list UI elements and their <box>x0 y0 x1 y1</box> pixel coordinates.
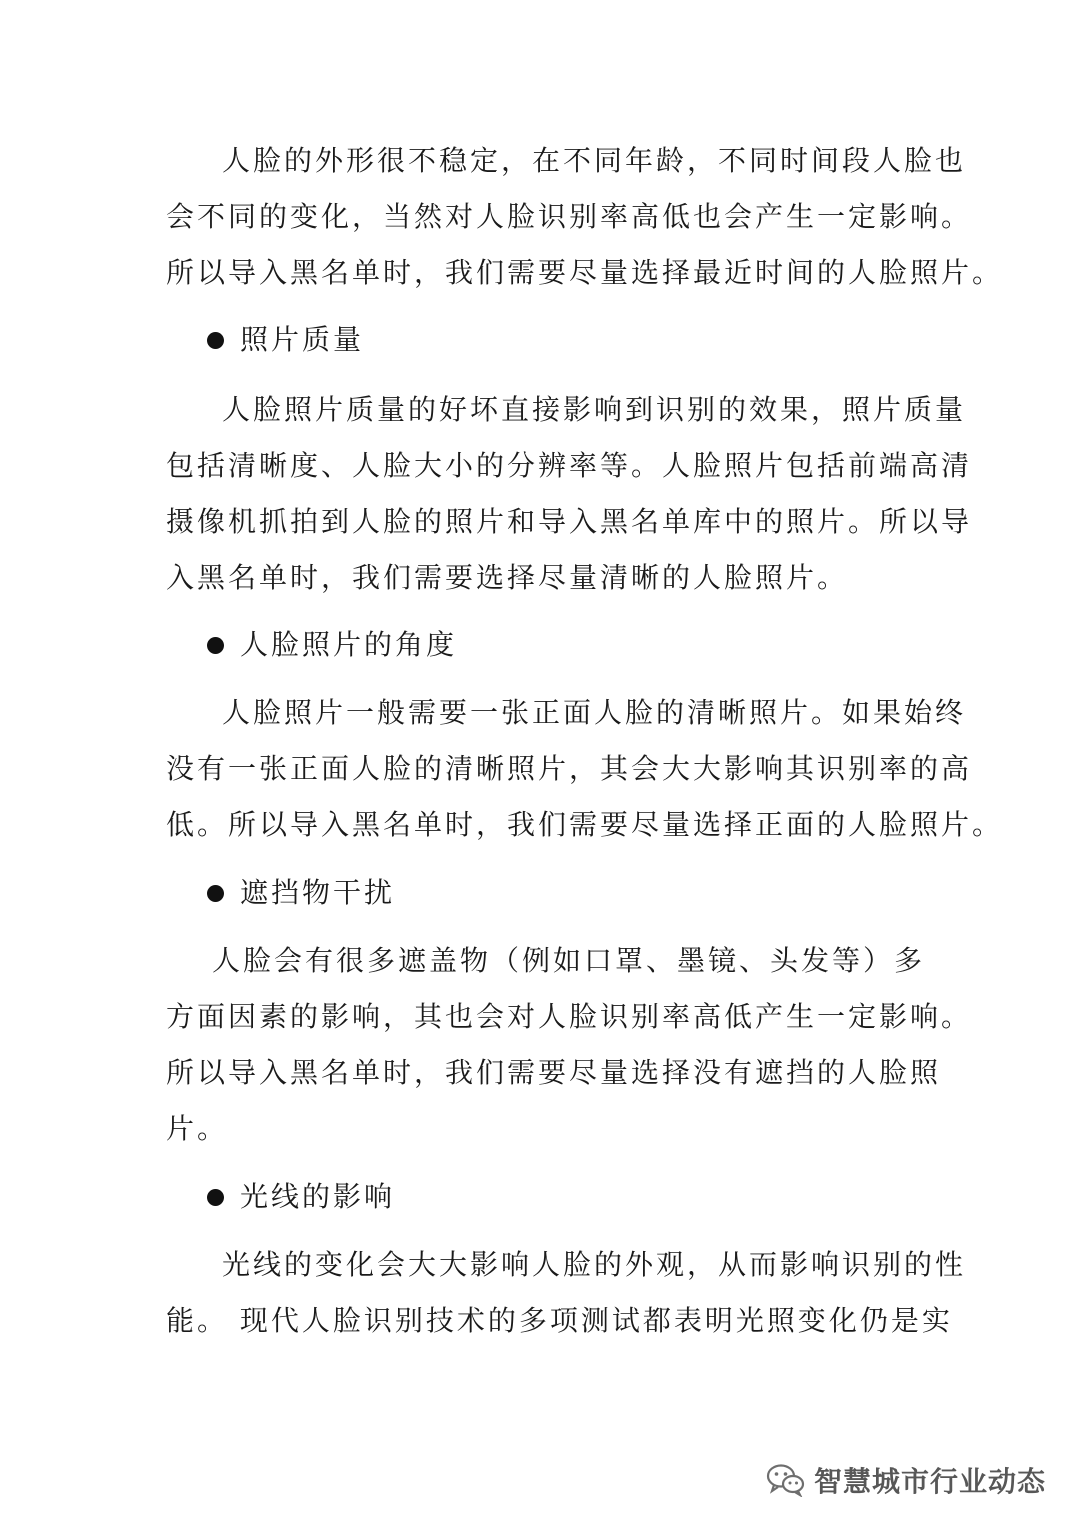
bullet-heading <box>207 1177 395 1217</box>
paragraph-line: 所以导入黑名单时，我们需要尽量选择没有遮挡的人脸照 <box>166 1056 942 1089</box>
bullet-dot-icon <box>207 332 224 349</box>
watermark-text: 智慧城市行业动态 <box>813 1465 1046 1498</box>
wechat-icon <box>766 1463 806 1497</box>
bullet-heading-text: 遮挡物干扰 <box>240 876 396 909</box>
bullet-dot-icon <box>207 885 224 902</box>
paragraph-line: 人脸会有很多遮盖物（例如口罩、墨镜、头发等）多 <box>212 944 926 977</box>
paragraph-line: 人脸照片质量的好坏直接影响到识别的效果，照片质量 <box>222 393 967 426</box>
paragraph-line: 能。 现代人脸识别技术的多项测试都表明光照变化仍是实 <box>166 1304 953 1337</box>
paragraph-line: 人脸照片一般需要一张正面人脸的清晰照片。如果始终 <box>222 696 967 729</box>
paragraph-line: 入黑名单时，我们需要选择尽量清晰的人脸照片。 <box>166 561 849 594</box>
watermark <box>766 1455 1046 1505</box>
paragraph-line: 低。所以导入黑名单时，我们需要尽量选择正面的人脸照片。 <box>166 808 1004 841</box>
bullet-heading-text: 人脸照片的角度 <box>240 628 458 661</box>
paragraph-line: 方面因素的影响，其也会对人脸识别率高低产生一定影响。 <box>166 1000 973 1033</box>
bullet-heading <box>207 320 364 360</box>
paragraph-line: 所以导入黑名单时，我们需要尽量选择最近时间的人脸照片。 <box>166 256 1004 289</box>
bullet-heading <box>207 873 395 913</box>
bullet-heading <box>207 625 457 665</box>
bullet-heading-text: 照片质量 <box>240 323 365 356</box>
paragraph-line: 人脸的外形很不稳定，在不同年龄，不同时间段人脸也 <box>222 144 967 177</box>
paragraph-line: 包括清晰度、人脸大小的分辨率等。人脸照片包括前端高清 <box>166 449 973 482</box>
bullet-dot-icon <box>207 1189 224 1206</box>
paragraph-line: 摄像机抓拍到人脸的照片和导入黑名单库中的照片。所以导 <box>166 505 973 538</box>
paragraph-line: 光线的变化会大大影响人脸的外观，从而影响识别的性 <box>222 1248 967 1281</box>
paragraph-line: 片。 <box>166 1112 229 1145</box>
bullet-dot-icon <box>207 637 224 654</box>
paragraph-line: 没有一张正面人脸的清晰照片，其会大大影响其识别率的高 <box>166 752 973 785</box>
paragraph-line: 会不同的变化，当然对人脸识别率高低也会产生一定影响。 <box>166 200 973 233</box>
bullet-heading-text: 光线的影响 <box>240 1180 396 1213</box>
